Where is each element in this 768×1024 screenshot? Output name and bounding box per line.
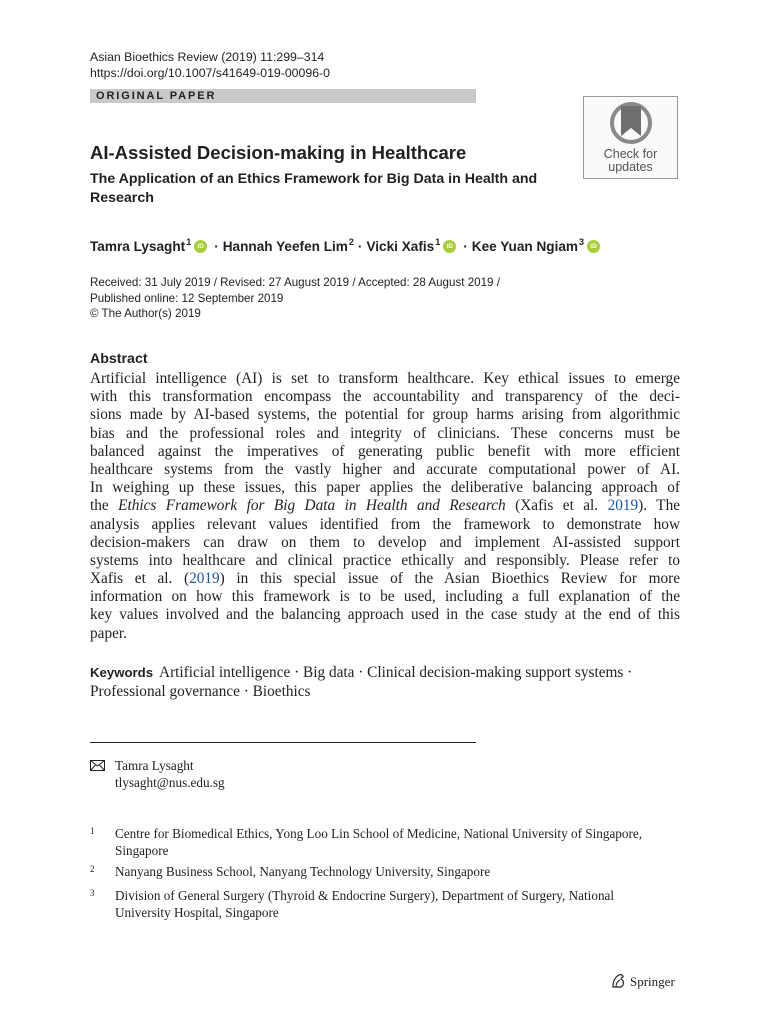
publisher-logo bbox=[610, 973, 675, 990]
abstract-line bbox=[90, 461, 680, 479]
check-for-updates-line2: updates bbox=[608, 159, 653, 174]
abstract-text: Xafis et al. ( bbox=[90, 570, 190, 588]
citation-link[interactable]: 2019 bbox=[607, 497, 639, 515]
check-for-updates-text bbox=[584, 148, 677, 173]
footnote-divider bbox=[90, 742, 476, 743]
abstract-line bbox=[90, 588, 680, 606]
keywords-label: Keywords bbox=[90, 665, 154, 680]
keywords-line2: Professional governance · Bioethics bbox=[90, 682, 311, 700]
abstract-text: decision-makers can draw on them to develop and implement AI-assisted support bbox=[90, 533, 680, 551]
abstract-text: Artificial intelligence (AI) is set to transform healthcare. Key ethical issues to emerge bbox=[90, 370, 680, 387]
abstract-text: ) in this special issue of the Asian Bioethics Review for more bbox=[219, 570, 680, 588]
dates-received: Received: 31 July 2019 / Revised: 27 August 2019 / Accepted: 28 August 2019 / bbox=[90, 276, 500, 289]
author-name[interactable]: Kee Yuan Ngiam bbox=[471, 239, 579, 254]
abstract-line bbox=[90, 570, 680, 588]
orcid-label: iD bbox=[590, 243, 597, 250]
keywords bbox=[90, 664, 690, 701]
abstract-text: analysis applies relevant values identified from the framework to demonstrate how bbox=[90, 515, 680, 533]
author-separator: · bbox=[357, 239, 363, 254]
author-affiliation-number: 2 bbox=[348, 237, 354, 247]
orcid-icon[interactable] bbox=[587, 240, 600, 253]
author-affiliation-number: 1 bbox=[435, 237, 441, 247]
abstract-text: information on how this framework is to be used, including a full explanation of the bbox=[90, 588, 680, 606]
abstract-text: key values involved and the balancing approach used in the case study at the end of this bbox=[90, 606, 680, 624]
abstract-text: ). The bbox=[638, 497, 681, 515]
affiliation-number: 2 bbox=[90, 864, 95, 874]
abstract-text: systems into healthcare and clinical practice ethically and responsibly. Please refer to bbox=[90, 551, 680, 569]
affiliation-text: Division of General Surgery (Thyroid & Endocrine Surgery), Department of Surgery, National University Hospital, Singapore bbox=[115, 888, 615, 920]
orcid-label: iD bbox=[197, 243, 204, 250]
abstract-line bbox=[90, 497, 680, 515]
citation-link[interactable]: 2019 bbox=[189, 570, 220, 588]
abstract-text: (Xafis et al. bbox=[505, 497, 608, 515]
abstract-line bbox=[90, 370, 680, 388]
affiliation-text: Centre for Biomedical Ethics, Yong Loo Lin School of Medicine, National University of Singapore, Singapore bbox=[115, 826, 643, 858]
abstract-text: paper. bbox=[90, 624, 127, 642]
author-affiliation-number: 1 bbox=[186, 237, 192, 247]
doi-link[interactable]: https://doi.org/10.1007/s41649-019-00096-0 bbox=[90, 66, 330, 80]
paper-type-label: ORIGINAL PAPER bbox=[96, 90, 217, 102]
orcid-label: iD bbox=[446, 243, 453, 250]
author-name[interactable]: Vicki Xafis bbox=[366, 239, 435, 254]
check-for-updates-line1: Check for bbox=[603, 147, 658, 161]
keywords-line1: Artificial intelligence · Big data · Clinical decision-making support systems · bbox=[159, 664, 633, 681]
author-name[interactable]: Tamra Lysaght bbox=[90, 239, 186, 254]
abstract-line bbox=[90, 406, 680, 424]
orcid-icon[interactable] bbox=[443, 240, 456, 253]
journal-citation: Asian Bioethics Review (2019) 11:299–314 bbox=[90, 50, 325, 64]
abstract-text: bias and the professional roles and integrity of clinicians. These concerns must be bbox=[90, 424, 680, 442]
abstract-line bbox=[90, 516, 680, 534]
journal-header bbox=[90, 49, 330, 81]
abstract-heading: Abstract bbox=[90, 351, 148, 367]
abstract-text: In weighing up these issues, this paper applies the deliberative balancing approach of bbox=[90, 479, 680, 497]
abstract-text: balanced against the imperatives of generating public benefit with more efficient bbox=[90, 442, 680, 460]
abstract-line bbox=[90, 479, 680, 497]
check-for-updates-badge[interactable] bbox=[583, 96, 678, 179]
abstract-line bbox=[90, 388, 680, 406]
author-separator: · bbox=[463, 239, 468, 254]
abstract-body bbox=[90, 370, 680, 643]
orcid-icon[interactable] bbox=[194, 240, 207, 253]
author-name[interactable]: Hannah Yeefen Lim bbox=[222, 239, 348, 254]
author-separator: · bbox=[214, 239, 219, 254]
affiliation-number: 3 bbox=[90, 888, 95, 898]
springer-horse-icon bbox=[610, 973, 626, 989]
bookmark-refresh-icon bbox=[610, 102, 652, 146]
paper-title: AI-Assisted Decision-making in Healthcare bbox=[90, 142, 467, 163]
corresponding-author-email[interactable]: tlysaght@nus.edu.sg bbox=[115, 775, 225, 790]
dates-published: Published online: 12 September 2019 bbox=[90, 291, 284, 305]
abstract-line bbox=[90, 534, 680, 552]
paper-subtitle: The Application of an Ethics Framework for Big Data in Health and Research bbox=[90, 171, 538, 206]
corresponding-author-name: Tamra Lysaght bbox=[115, 758, 194, 773]
author-affiliation-number: 3 bbox=[579, 237, 585, 247]
abstract-line bbox=[90, 625, 680, 643]
abstract-line bbox=[90, 552, 680, 570]
abstract-line bbox=[90, 443, 680, 461]
publication-dates bbox=[90, 275, 500, 322]
abstract-text: sions made by AI-based systems, the potential for group harms arising from algorithmic bbox=[90, 406, 680, 424]
abstract-text: the bbox=[90, 497, 119, 515]
abstract-line bbox=[90, 425, 680, 443]
envelope-icon bbox=[90, 760, 105, 771]
copyright: © The Author(s) 2019 bbox=[90, 307, 201, 320]
abstract-text: with this transformation encompass the accountability and transparency of the deci- bbox=[90, 388, 680, 406]
publisher-name: Springer bbox=[630, 974, 675, 989]
affiliation-text: Nanyang Business School, Nanyang Technology University, Singapore bbox=[115, 864, 491, 879]
abstract-text: healthcare systems from the vastly higher and accurate computational power of AI. bbox=[90, 460, 680, 478]
framework-title: Ethics Framework for Big Data in Health and Research bbox=[118, 497, 506, 515]
abstract-line bbox=[90, 606, 680, 624]
paper-type-banner bbox=[90, 89, 476, 103]
author-list bbox=[90, 232, 603, 257]
affiliation-number: 1 bbox=[90, 826, 95, 836]
